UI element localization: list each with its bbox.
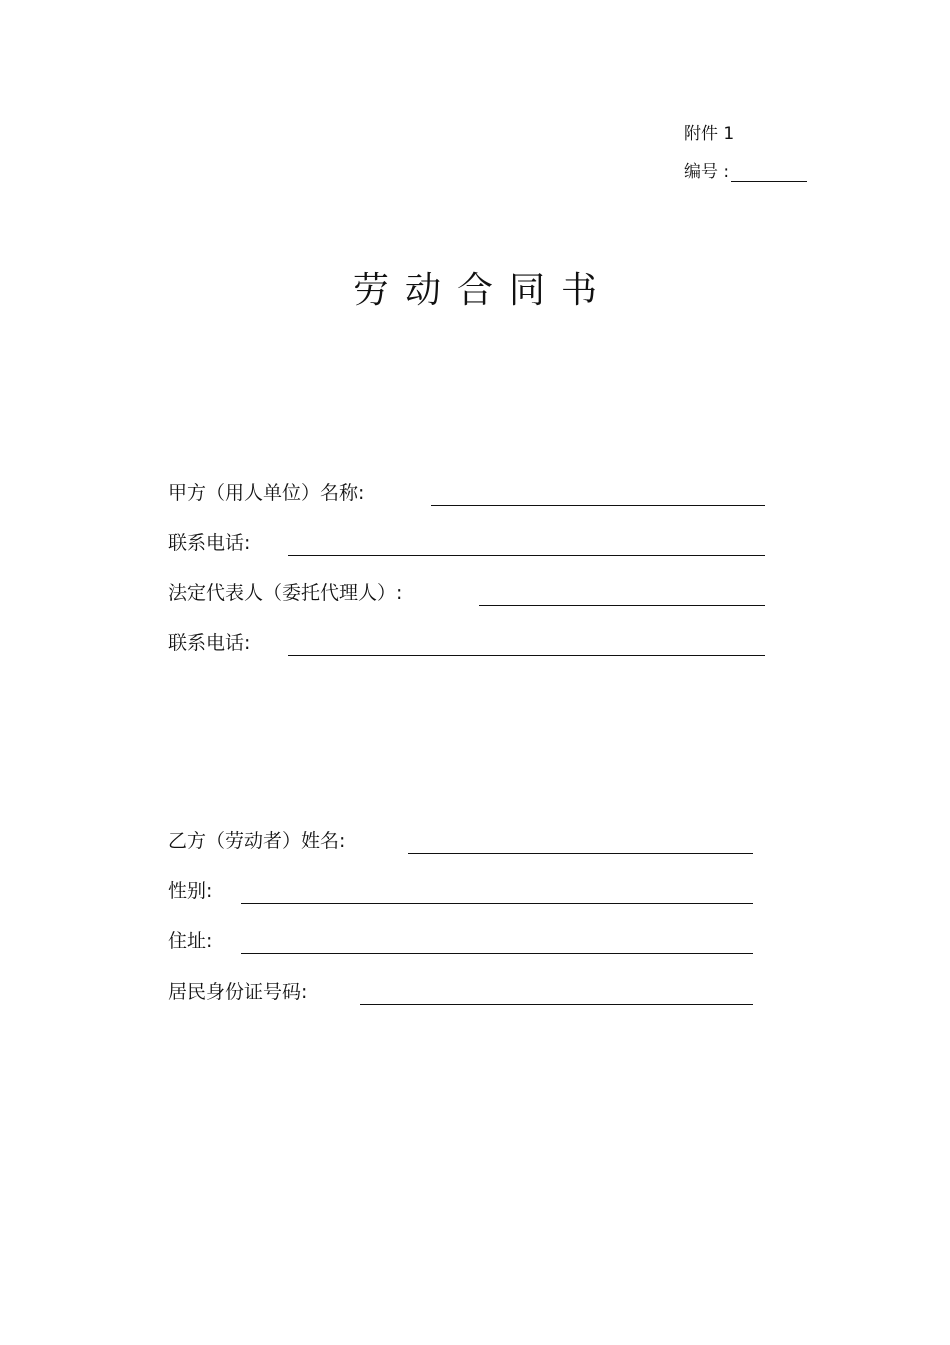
party-b-id-label: 居民身份证号码: [168, 981, 308, 1003]
party-b-gender-blank[interactable] [241, 903, 753, 904]
party-a-representative-blank[interactable] [479, 605, 765, 606]
serial-number [684, 157, 807, 182]
party-a-phone-label: 联系电话: [168, 532, 251, 554]
party-b-address-field [168, 928, 754, 954]
party-b-id-blank[interactable] [360, 1004, 753, 1005]
party-a-name-label: 甲方（用人单位）名称: [168, 482, 365, 504]
party-a-phone-blank[interactable] [288, 555, 765, 556]
party-b-id-field [168, 979, 754, 1005]
party-b-address-blank[interactable] [241, 953, 753, 954]
party-a-name-field [168, 480, 766, 506]
party-a-rep-phone-label: 联系电话: [168, 632, 251, 654]
party-a-rep-phone-blank[interactable] [288, 655, 765, 656]
party-a-representative-field [168, 580, 766, 606]
annex-label: 附件 1 [684, 124, 735, 144]
document-title: 劳动合同书 [352, 270, 613, 311]
party-a-representative-label: 法定代表人（委托代理人）: [168, 582, 403, 604]
party-b-address-label: 住址: [168, 930, 213, 952]
serial-label: 编号 : [684, 162, 730, 182]
party-a-phone-field [168, 530, 766, 556]
party-a-rep-phone-field [168, 630, 766, 656]
party-b-gender-field [168, 878, 754, 904]
party-a-name-blank[interactable] [431, 505, 765, 506]
party-b-gender-label: 性别: [168, 880, 213, 902]
party-b-name-field [168, 828, 754, 854]
party-b-name-label: 乙方（劳动者）姓名: [168, 830, 346, 852]
party-b-name-blank[interactable] [408, 853, 753, 854]
serial-blank-line[interactable] [731, 165, 807, 182]
